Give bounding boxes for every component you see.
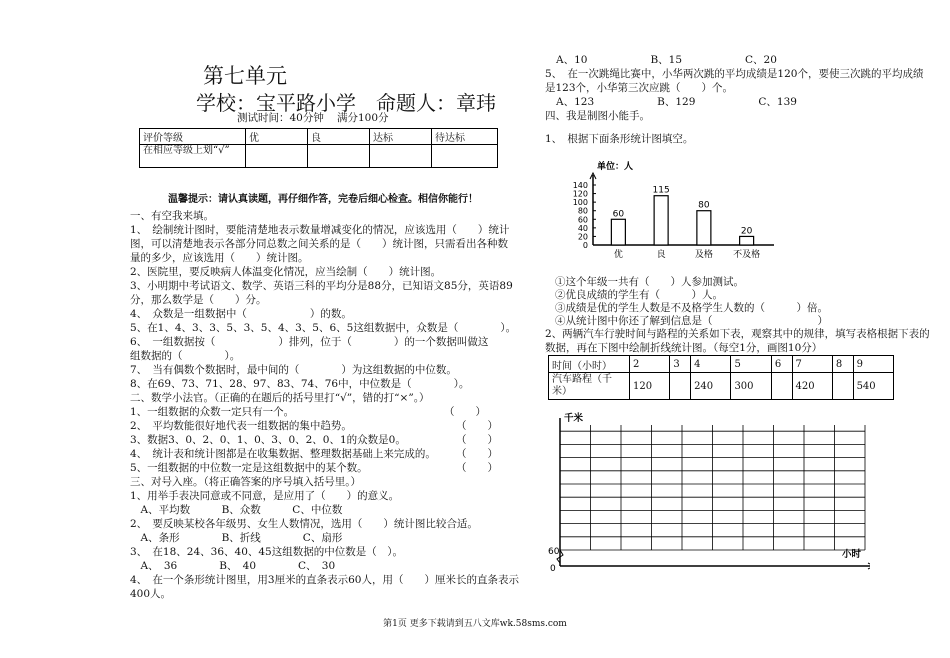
part1-heading: 一、有空我来填。 bbox=[130, 210, 214, 222]
bar-chart bbox=[560, 152, 780, 264]
chart-question: ①这个年级一共有（ ）人参加测试。 bbox=[555, 276, 744, 288]
q2-line: 2、两辆汽车行驶时间与路程的关系如下表，观察其中的规律，填写表格根据下表的 bbox=[545, 328, 930, 340]
grade-header-excellent: 优 bbox=[246, 129, 308, 145]
part1-line: 8、在69、73、71、28、97、83、74、76中，中位数是（ ）。 bbox=[130, 378, 470, 390]
q5-line: 是123个，小华第三次应跳（ ）个。 bbox=[545, 82, 734, 94]
part1-line: 6、 一组数据按（ ）排列，位于（ ）的一个数据叫做这 bbox=[130, 336, 489, 348]
q2-line: 数据，再在下图中绘制折线统计图。（每空1分，画图10分） bbox=[545, 342, 823, 354]
part1-line: 图，可以清楚地表示各部分同总数之间关系的是（ ）统计图，只需看出各种数 bbox=[130, 238, 508, 250]
chart-intro: 1、 根据下面条形统计图填空。 bbox=[545, 133, 694, 145]
part3-line: A、 36 B、 40 C、 30 bbox=[130, 560, 336, 572]
part1-line: 量的多少，应该选用（ ）统计图。 bbox=[130, 252, 309, 264]
part1-line: 组数据的（ ）。 bbox=[130, 350, 241, 362]
test-time: 测试时间：40分钟 bbox=[237, 112, 324, 124]
tip-text: 温馨提示：请认真读题，再仔细作答，完卷后细心检查。相信你能行！ bbox=[168, 194, 478, 205]
chart-bar bbox=[654, 196, 668, 245]
q5-options: A、123 B、129 C、139 bbox=[556, 96, 797, 108]
chart-category-label: 优 bbox=[613, 250, 623, 260]
grid-x-unit: 小时 bbox=[842, 549, 862, 560]
chart-y-tick-label: 120 bbox=[572, 189, 588, 199]
distance-cell[interactable]: 240 bbox=[691, 373, 731, 400]
distance-cell[interactable]: 540 bbox=[853, 373, 893, 400]
page-footer: 第1页 更多下载请到五八文库wk.58sms.com bbox=[383, 619, 567, 629]
school-line: 学校：宝平路小学 命题人：章玮 bbox=[196, 91, 496, 115]
distance-row-label: 汽车路程（千 米） bbox=[549, 373, 630, 400]
part1-line: 分，那么数学是（ ）分。 bbox=[130, 294, 267, 306]
chart-y-tick-label: 100 bbox=[572, 198, 588, 208]
part2-item: 1、一组数据的众数一定只有一个。 bbox=[130, 406, 295, 418]
chart-y-tick-label: 140 bbox=[572, 181, 588, 190]
grade-table bbox=[139, 128, 498, 168]
blank-line-chart-grid[interactable] bbox=[540, 408, 870, 578]
part3-line: 1、用举手表决同意或不同意，是应用了（ ）的意义。 bbox=[130, 490, 400, 502]
chart-unit-label: 单位：人 bbox=[597, 162, 634, 172]
part3-line: A、条形 B、折线 C、扇形 bbox=[130, 532, 343, 544]
chart-y-tick-label: 60 bbox=[577, 215, 588, 225]
part2-answer-bracket[interactable]: （ ） bbox=[456, 420, 498, 432]
chart-bar bbox=[697, 211, 711, 245]
part3-line: 3、 在18、24、36、40、45这组数据的中位数是（ ）。 bbox=[130, 546, 403, 558]
q5-line: 5、 在一次跳绳比赛中，小华两次跳的平均成绩是120个，要使三次跳的平均成绩 bbox=[545, 68, 924, 80]
hour-cell: 9 bbox=[853, 356, 893, 373]
grade-cell[interactable] bbox=[370, 145, 432, 168]
hour-cell: 7 bbox=[792, 356, 832, 373]
chart-y-tick-label: 20 bbox=[577, 232, 588, 242]
hour-cell: 2 bbox=[630, 356, 670, 373]
grade-cell[interactable] bbox=[246, 145, 308, 168]
part3-line: 2、 要反映某校各年级男、女生人数情况，选用（ ）统计图比较合适。 bbox=[130, 518, 478, 530]
grade-cell[interactable] bbox=[308, 145, 370, 168]
grade-header-pass: 达标 bbox=[370, 129, 432, 145]
hour-cell: 3 bbox=[670, 356, 691, 373]
part3-heading: 三、对号入座。（将正确答案的序号填入括号里。） bbox=[130, 476, 361, 488]
chart-bar-value-label: 20 bbox=[740, 226, 753, 237]
time-row-label: 时间（小时） bbox=[549, 356, 630, 373]
distance-cell[interactable]: 420 bbox=[792, 373, 832, 400]
chart-question: ④从统计图中你还了解到信息是（ ） bbox=[555, 315, 828, 327]
distance-cell[interactable] bbox=[670, 373, 691, 400]
chart-category-label: 不及格 bbox=[733, 250, 761, 260]
part3-line: 400人。 bbox=[130, 588, 172, 600]
chart-bar bbox=[740, 236, 754, 245]
distance-cell[interactable]: 120 bbox=[630, 373, 670, 400]
chart-category-label: 及格 bbox=[694, 250, 713, 260]
part2-item: 3、数据3、0、2、0、1、0、3、0、2、0、1的众数是0。 bbox=[130, 434, 406, 446]
full-score: 满分100分 bbox=[337, 112, 389, 124]
hour-cell: 6 bbox=[771, 356, 792, 373]
grade-header-pending: 待达标 bbox=[432, 129, 498, 145]
chart-question: ③成绩是优的学生人数是不及格学生人数的（ ）倍。 bbox=[555, 302, 828, 314]
grade-header-good: 良 bbox=[308, 129, 370, 145]
chart-bar-value-label: 80 bbox=[698, 200, 710, 211]
distance-cell[interactable] bbox=[771, 373, 792, 400]
hour-cell: 8 bbox=[832, 356, 853, 373]
distance-cell[interactable] bbox=[832, 373, 853, 400]
part1-line: 1、 绘制统计图时，要能清楚地表示数量增减变化的情况，应该选用（ ）统计 bbox=[130, 224, 510, 236]
grade-header-level: 评价等级 bbox=[140, 129, 246, 145]
part2-item: 2、 平均数能很好地代表一组数据的集中趋势。 bbox=[130, 420, 352, 432]
part4-heading: 四、我是制图小能手。 bbox=[545, 110, 650, 122]
part1-line: 2、医院里，要反映病人体温变化情况，应当绘制（ ）统计图。 bbox=[130, 266, 442, 278]
time-distance-table bbox=[548, 355, 894, 400]
grade-row-label: 在相应等级上划“√” bbox=[140, 145, 246, 168]
part1-line: 7、 当有偶数个数据时，最中间的（ ）为这组数据的中位数。 bbox=[130, 364, 457, 376]
chart-bar-value-label: 60 bbox=[612, 209, 625, 220]
part3-line: A、平均数 B、众数 C、中位数 bbox=[130, 504, 343, 516]
unit-title: 第七单元 bbox=[203, 64, 287, 88]
hour-cell: 5 bbox=[731, 356, 771, 373]
chart-question: ②优良成绩的学生有（ ）人。 bbox=[555, 289, 723, 301]
part2-answer-bracket[interactable]: （ ） bbox=[456, 434, 498, 446]
q4-options: A、10 B、15 C、20 bbox=[556, 54, 777, 66]
grid-origin: 0 bbox=[550, 564, 556, 574]
part2-item: 5、一组数据的中位数一定是这组数据中的某个数。 bbox=[130, 462, 368, 474]
part2-item: 4、 统计表和统计图都是在收集数据、整理数据基础上来完成的。 bbox=[130, 448, 436, 460]
chart-y-tick-label: 0 bbox=[582, 241, 588, 250]
chart-bar bbox=[611, 219, 625, 245]
chart-category-label: 良 bbox=[656, 250, 666, 260]
part2-answer-bracket[interactable]: （ ） bbox=[444, 406, 486, 418]
part2-answer-bracket[interactable]: （ ） bbox=[456, 462, 498, 474]
part2-heading: 二、数学小法官。（正确的在题后的括号里打“√”，错的打“×”。） bbox=[130, 392, 430, 404]
part1-line: 4、 众数是一组数据中（ ）的数。 bbox=[130, 308, 352, 320]
part2-answer-bracket[interactable]: （ ） bbox=[456, 448, 498, 460]
grid-y-first-tick: 60 bbox=[548, 547, 560, 557]
chart-y-tick-label: 80 bbox=[577, 206, 588, 216]
chart-bar-value-label: 115 bbox=[652, 185, 670, 196]
grade-cell[interactable] bbox=[432, 145, 498, 168]
distance-cell[interactable]: 300 bbox=[731, 373, 771, 400]
part3-line: 4、 在一个条形统计图里，用3厘米的直条表示60人，用（ ）厘米长的直条表示 bbox=[130, 574, 519, 586]
chart-y-tick-label: 40 bbox=[577, 223, 588, 233]
part1-line: 3、小明期中考试语文、数学、英语三科的平均分是88分，已知语文85分，英语89 bbox=[130, 280, 513, 292]
hour-cell: 4 bbox=[691, 356, 731, 373]
part1-line: 5、在1、4、3、3、5、3、5、4、3、5、6、5这组数据中，众数是（ ）。 bbox=[130, 322, 517, 334]
grid-y-unit: 千米 bbox=[564, 413, 584, 424]
